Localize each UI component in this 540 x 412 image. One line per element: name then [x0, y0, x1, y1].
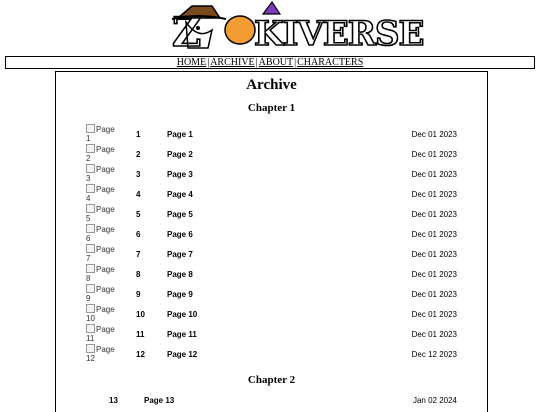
nav-characters[interactable]: CHARACTERS — [297, 57, 364, 68]
archive-row[interactable] — [56, 144, 487, 164]
broken-image-icon — [86, 264, 95, 273]
page-number: 5 — [136, 210, 141, 219]
broken-image-icon — [86, 284, 95, 293]
thumbnail-alt: Page 4 — [86, 185, 115, 203]
chapter-heading: Chapter 2 — [247, 374, 296, 386]
page-link[interactable]: Page 4 — [167, 190, 193, 199]
page-number: 1 — [136, 130, 141, 139]
archive-row[interactable] — [56, 390, 487, 410]
thumbnail-alt: Page 5 — [86, 205, 115, 223]
page-thumbnail[interactable] — [86, 344, 116, 363]
broken-image-icon — [86, 304, 95, 313]
page-number: 10 — [136, 310, 145, 319]
page-number: 8 — [136, 270, 141, 279]
page-date: Dec 01 2023 — [411, 210, 457, 219]
page-link[interactable]: Page 13 — [144, 396, 175, 405]
svg-text:KIVERSE: KIVERSE — [254, 14, 424, 54]
page-link[interactable]: Page 6 — [167, 230, 193, 239]
thumbnail-alt: Page 12 — [86, 345, 115, 363]
page-date: Dec 01 2023 — [411, 290, 457, 299]
archive-row[interactable] — [56, 264, 487, 284]
page-thumbnail[interactable] — [86, 304, 116, 323]
page-link[interactable]: Page 11 — [167, 330, 197, 339]
page-link[interactable]: Page 9 — [167, 290, 193, 299]
page-thumbnail[interactable] — [86, 244, 116, 263]
page-link[interactable]: Page 8 — [167, 270, 193, 279]
page-link[interactable]: Page 10 — [167, 310, 198, 319]
thumbnail-alt: Page 7 — [86, 245, 115, 263]
archive-row[interactable] — [56, 184, 487, 204]
page-thumbnail[interactable] — [86, 164, 116, 183]
page-number: 11 — [136, 330, 145, 339]
broken-image-icon — [86, 244, 95, 253]
page-link[interactable]: Page 1 — [167, 130, 193, 139]
site-header — [0, 0, 540, 56]
page-thumbnail[interactable] — [86, 144, 116, 163]
page-number: 2 — [136, 150, 141, 159]
page-date: Dec 01 2023 — [411, 190, 457, 199]
page-date: Dec 01 2023 — [411, 330, 457, 339]
archive-row[interactable] — [56, 304, 487, 324]
page-date: Dec 01 2023 — [411, 130, 457, 139]
page-number: 13 — [109, 396, 118, 405]
chapter-heading: Chapter 1 — [247, 102, 296, 114]
zukiverse-logo[interactable] — [168, 0, 424, 56]
page-date: Dec 01 2023 — [411, 310, 457, 319]
page-number: 7 — [136, 250, 141, 259]
nav-home[interactable]: HOME — [176, 57, 207, 68]
page-date: Dec 01 2023 — [411, 150, 457, 159]
page-link[interactable]: Page 5 — [167, 210, 193, 219]
archive-row[interactable] — [56, 324, 487, 344]
nav-archive[interactable]: ARCHIVE — [210, 57, 255, 68]
page-link[interactable]: Page 7 — [167, 250, 193, 259]
nav-about[interactable]: ABOUT — [258, 57, 294, 68]
nav-separator: | — [255, 57, 258, 68]
page-thumbnail[interactable] — [86, 324, 116, 343]
thumbnail-alt: Page 9 — [86, 285, 115, 303]
thumbnail-alt: Page 8 — [86, 265, 115, 283]
page-link[interactable]: Page 3 — [167, 170, 193, 179]
svg-text:Z: Z — [172, 9, 200, 56]
archive-row[interactable] — [56, 284, 487, 304]
broken-image-icon — [86, 344, 95, 353]
archive-row[interactable] — [56, 344, 487, 364]
thumbnail-alt: Page 6 — [86, 225, 115, 243]
broken-image-icon — [86, 124, 95, 133]
page-date: Dec 01 2023 — [411, 250, 457, 259]
page-date: Dec 01 2023 — [411, 230, 457, 239]
thumbnail-alt: Page 1 — [86, 125, 115, 143]
nav-separator: | — [207, 57, 210, 68]
thumbnail-alt: Page 2 — [86, 145, 115, 163]
main-nav — [5, 56, 535, 69]
page-thumbnail[interactable] — [86, 184, 116, 203]
thumbnail-alt: Page 10 — [86, 305, 115, 323]
page-number: 4 — [136, 190, 141, 199]
archive-row[interactable] — [56, 164, 487, 184]
broken-image-icon — [86, 324, 95, 333]
page-thumbnail[interactable] — [86, 284, 116, 303]
page-link[interactable]: Page 2 — [167, 150, 193, 159]
archive-row[interactable] — [56, 224, 487, 244]
broken-image-icon — [86, 184, 95, 193]
archive-panel — [55, 71, 488, 412]
thumbnail-alt: Page 11 — [86, 325, 115, 343]
archive-row[interactable] — [56, 244, 487, 264]
page-number: 9 — [136, 290, 141, 299]
page-number: 3 — [136, 170, 141, 179]
page-number: 6 — [136, 230, 141, 239]
page-title: Archive — [246, 77, 297, 93]
broken-image-icon — [86, 204, 95, 213]
broken-image-icon — [86, 164, 95, 173]
page-date: Jan 02 2024 — [412, 396, 457, 405]
page-link[interactable]: Page 12 — [167, 350, 198, 359]
page-thumbnail[interactable] — [86, 124, 116, 143]
broken-image-icon — [86, 144, 95, 153]
page-thumbnail[interactable] — [86, 264, 116, 283]
archive-row[interactable] — [56, 204, 487, 224]
page-date: Dec 01 2023 — [411, 170, 457, 179]
page-number: 12 — [136, 350, 145, 359]
page-thumbnail[interactable] — [86, 204, 116, 223]
archive-row[interactable] — [56, 124, 487, 144]
thumbnail-alt: Page 3 — [86, 165, 115, 183]
page-thumbnail[interactable] — [86, 224, 116, 243]
broken-image-icon — [86, 224, 95, 233]
page-date: Dec 12 2023 — [411, 350, 457, 359]
page-date: Dec 01 2023 — [411, 270, 457, 279]
nav-separator: | — [294, 57, 297, 68]
